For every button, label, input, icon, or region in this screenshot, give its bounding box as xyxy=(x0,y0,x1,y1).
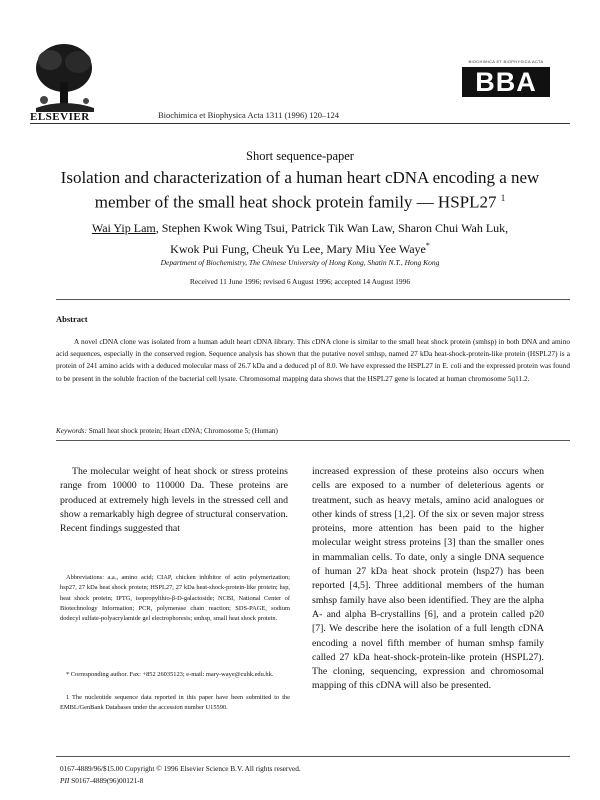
issn-copyright: 0167-4889/96/$15.00 Copyright © 1996 Elsevier Science B.V. All rights reserved. xyxy=(60,764,301,773)
pii-value: S0167-4889(96)00121-8 xyxy=(71,776,144,785)
authors-line-1: , Stephen Kwok Wing Tsui, Patrick Tik Wan Law, Sharon Chui Wah Luk, xyxy=(155,221,509,235)
article-type: Short sequence-paper xyxy=(246,149,354,163)
first-author: Wai Yip Lam xyxy=(91,221,156,235)
journal-reference: Biochimica et Biophysica Acta 1311 (1996) 120–124 xyxy=(158,110,339,120)
bba-journal-name: BIOCHIMICA ET BIOPHYSICA ACTA xyxy=(468,59,544,64)
corresponding-author-mark: * xyxy=(425,241,430,250)
abstract-top-divider xyxy=(56,299,570,300)
pii-label: PII xyxy=(60,776,70,785)
footnote-corresponding-author: * Corresponding author. Fax: +852 26035123; e-mail: mary-waye@cuhk.edu.hk. xyxy=(66,671,274,678)
keywords xyxy=(56,427,570,435)
affiliation: Department of Biochemistry, The Chinese University of Hong Kong, Shatin N.T., Hong Kong xyxy=(160,258,440,267)
elsevier-tree-logo-icon xyxy=(30,38,100,118)
title-text: Isolation and characterization of a human heart cDNA encoding a new member of the small heat shock protein family — HSPL27 xyxy=(60,168,540,212)
article-title xyxy=(35,168,565,213)
bba-logo-letters: BBA xyxy=(462,67,550,97)
author-list xyxy=(40,219,560,258)
body-left-column: The molecular weight of heat shock or stress proteins range from 10000 to 110000 Da. These proteins are produced at extremely high levels in the stressed cell and show a remarkably high degree of structural conservation. Recent findings suggested that xyxy=(60,466,288,535)
title-footnote-mark: 1 xyxy=(500,193,506,203)
pii-line xyxy=(60,776,143,785)
abstract-heading: Abstract xyxy=(56,314,88,324)
publisher-name: ELSEVIER xyxy=(30,111,90,123)
authors-line-2: Kwok Pui Fung, Cheuk Yu Lee, Mary Miu Yee Waye xyxy=(170,242,426,256)
footnote-nucleotide-sequence: 1 The nucleotide sequence data reported in this paper have been submitted to the EMBL/GenBank Databases under the accession number U15590. xyxy=(60,694,290,712)
abstract-body: A novel cDNA clone was isolated from a human adult heart cDNA library. This cDNA clone is similar to the small heat shock protein (smhsp) in both DNA and amino acid sequences, especially in the conserved region. Sequence analysis has shown that the putative novel smhsp, named 27 kDa heat-shock-protein-like protein (HSPL27) is a protein of 241 amino acids with a deduced molecular mass of 26.7 kDa and a deduced pI of 8.0. We have expressed the HSPL27 in E. coli and the expressed protein was found to be present in the soluble fraction of the bacterial cell lysate. Chromosomal mapping data shows that the HSPL27 gene is located at human chromosome 5q11.2. xyxy=(56,337,570,383)
footer-divider xyxy=(56,756,570,757)
body-right-column: increased expression of these proteins also occurs when cells are exposed to a number of deleterious agents or treatment, such as heavy metals, amino acid analogues or other kinds of stress [1,2]. Of the six or seven major stress proteins, more attention has been paid to the higher molecular weight stress proteins [3] than the smaller ones in mammalian cells. To date, only a single DNA sequence of human 27 kDa heat shock protein (hsp27) has been reported [4,5]. Three additional members of the human smhsp family have also been identified. They are the alpha A- and alpha B-crystallins [6], and a protein called p20 [7]. We describe here the isolation of a full length cDNA encoding a novel fifth member of human smhsp family called 27 kDa heat-shock-protein-like protein (HSPL27). The cloning, sequencing, expression and chromosomal mapping of this cDNA will also be presented. xyxy=(312,466,544,692)
abstract-bottom-divider xyxy=(56,440,570,441)
keywords-text: Small heat shock protein; Heart cDNA; Chromosome 5; (Human) xyxy=(88,427,278,435)
header-divider xyxy=(30,123,570,124)
footnote-abbreviations: Abbreviations: a.a., amino acid; CIAP, chicken inhibitor of actin polymerization; hsp27, 27 kDa heat shock protein; HSPL27, 27 kDa heat-shock-protein-like protein; hsp, heat shock protein; IPTG, isopropylthio-β-D-galactoside; NCBI, National Center of Biotechnology Information; PCR, polymerase chain reaction; SDS-PAGE, sodium dodecyl sulfate-polyacrylamide gel electrophoresis; smhsp, small heat shock protein. xyxy=(60,574,290,623)
received-dates: Received 11 June 1996; revised 6 August 1996; accepted 14 August 1996 xyxy=(189,277,411,286)
keywords-label: Keywords: xyxy=(56,427,87,435)
